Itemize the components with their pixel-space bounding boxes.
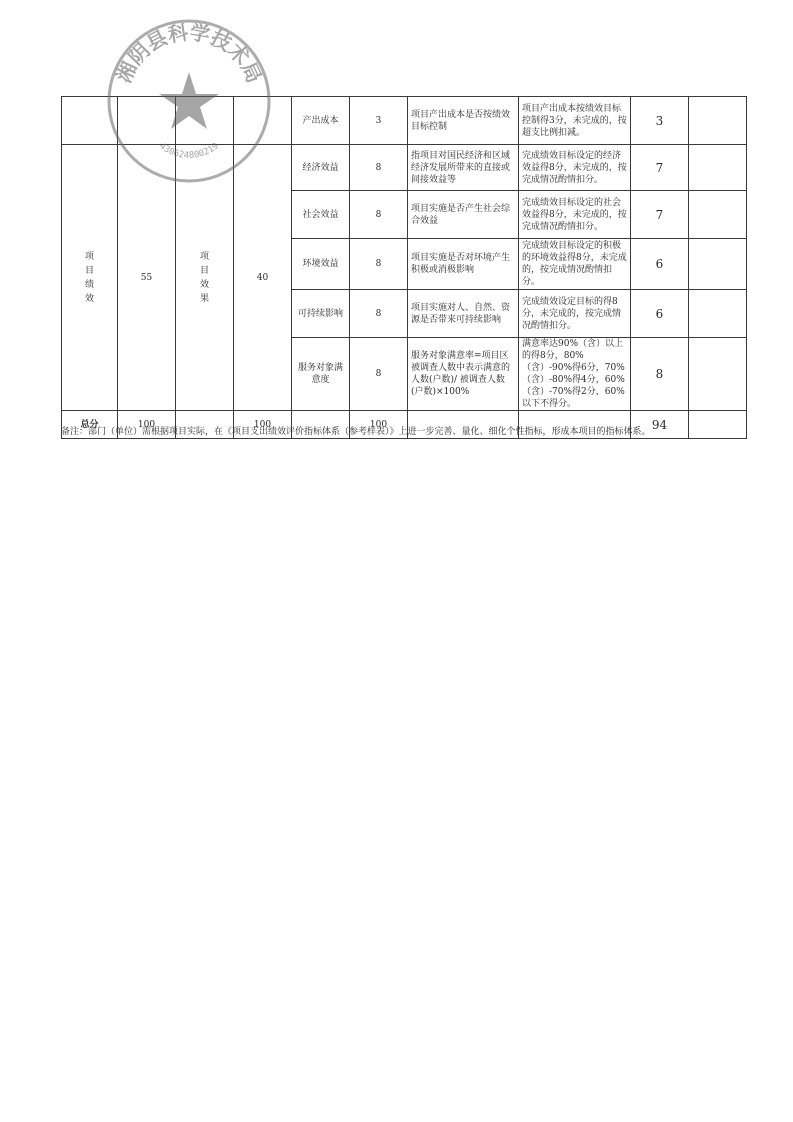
remark-cell xyxy=(689,145,747,191)
content-cell: 项目实施是否产生社会综合效益 xyxy=(408,191,519,239)
total-level2-weight: 100 xyxy=(234,411,292,439)
remark-cell xyxy=(689,290,747,338)
content-cell: 项目产出成本是否按绩效目标控制 xyxy=(408,97,519,145)
content-cell: 服务对象满意率=项目区被调查人数中表示满意的人数(户数)/ 被调查人数(户数)×100% xyxy=(408,338,519,411)
level1-weight-cell-continued xyxy=(118,97,176,145)
content-cell: 项目实施是否对环境产生积极或消极影响 xyxy=(408,239,519,290)
indicator-cell: 可持续影响 xyxy=(292,290,350,338)
indicator-cell: 产出成本 xyxy=(292,97,350,145)
total-score: 94 xyxy=(631,411,689,439)
total-label: 总分 xyxy=(62,411,118,439)
weight-cell: 8 xyxy=(350,290,408,338)
weight-cell: 8 xyxy=(350,145,408,191)
content-cell: 指项目对国民经济和区域经济发展所带来的直接或间接效益等 xyxy=(408,145,519,191)
score-cell: 7 xyxy=(631,191,689,239)
level1-indicator-cell xyxy=(62,145,118,411)
level2-indicator-cell xyxy=(176,145,234,411)
level2-weight-cell-continued xyxy=(234,97,292,145)
total-indicator-weight: 100 xyxy=(350,411,408,439)
performance-indicator-table xyxy=(61,96,747,439)
score-cell: 7 xyxy=(631,145,689,191)
indicator-cell: 服务对象满意度 xyxy=(292,338,350,411)
level2-cell-continued xyxy=(176,97,234,145)
standard-cell: 项目产出成本按绩效目标控制得3分，未完成的，按超支比例扣减。 xyxy=(519,97,631,145)
weight-cell: 8 xyxy=(350,191,408,239)
footnote: 备注：部门（单位）需根据项目实际，在《项目支出绩效评价指标体系（参考样表）》上进一步完善、量化、细化个性指标，形成本项目的指标体系。 xyxy=(61,427,651,437)
standard-cell: 完成绩效设定目标的得8分，未完成的，按完成情况酌情扣分。 xyxy=(519,290,631,338)
remark-cell xyxy=(689,338,747,411)
score-cell: 6 xyxy=(631,290,689,338)
level1-weight-cell: 55 xyxy=(118,145,176,411)
table-row xyxy=(62,145,747,191)
remark-cell xyxy=(689,191,747,239)
score-cell: 3 xyxy=(631,97,689,145)
score-cell: 8 xyxy=(631,338,689,411)
content-cell: 项目实施对人、自然、资源是否带来可持续影响 xyxy=(408,290,519,338)
level2-weight-cell: 40 xyxy=(234,145,292,411)
standard-cell: 满意率达90%（含）以上的得8分，80%（含）-90%得6分，70%（含）-80%得4分，60%（含）-70%得2分，60%以下不得分。 xyxy=(519,338,631,411)
indicator-cell: 社会效益 xyxy=(292,191,350,239)
level2-indicator-label: 项目效果 xyxy=(199,251,209,304)
standard-cell: 完成绩效目标设定的社会效益得8分，未完成的，按完成情况酌情扣分。 xyxy=(519,191,631,239)
total-level1-weight: 100 xyxy=(118,411,176,439)
score-cell: 6 xyxy=(631,239,689,290)
weight-cell: 8 xyxy=(350,338,408,411)
standard-cell: 完成绩效目标设定的经济效益得8分，未完成的，按完成情况酌情扣分。 xyxy=(519,145,631,191)
level1-indicator-label: 项目绩效 xyxy=(84,251,94,304)
remark-cell xyxy=(689,239,747,290)
standard-cell: 完成绩效目标设定的积极的环境效益得8分，未完成的，按完成情况酌情扣分。 xyxy=(519,239,631,290)
indicator-cell: 经济效益 xyxy=(292,145,350,191)
svg-text:430624800219: 430624800219 xyxy=(157,141,221,162)
svg-text:湘阴县科学技术局: 湘阴县科学技术局 xyxy=(111,20,267,87)
weight-cell: 3 xyxy=(350,97,408,145)
level1-cell-continued xyxy=(62,97,118,145)
remark-cell xyxy=(689,97,747,145)
weight-cell: 8 xyxy=(350,239,408,290)
indicator-cell: 环境效益 xyxy=(292,239,350,290)
table-row xyxy=(62,97,747,145)
